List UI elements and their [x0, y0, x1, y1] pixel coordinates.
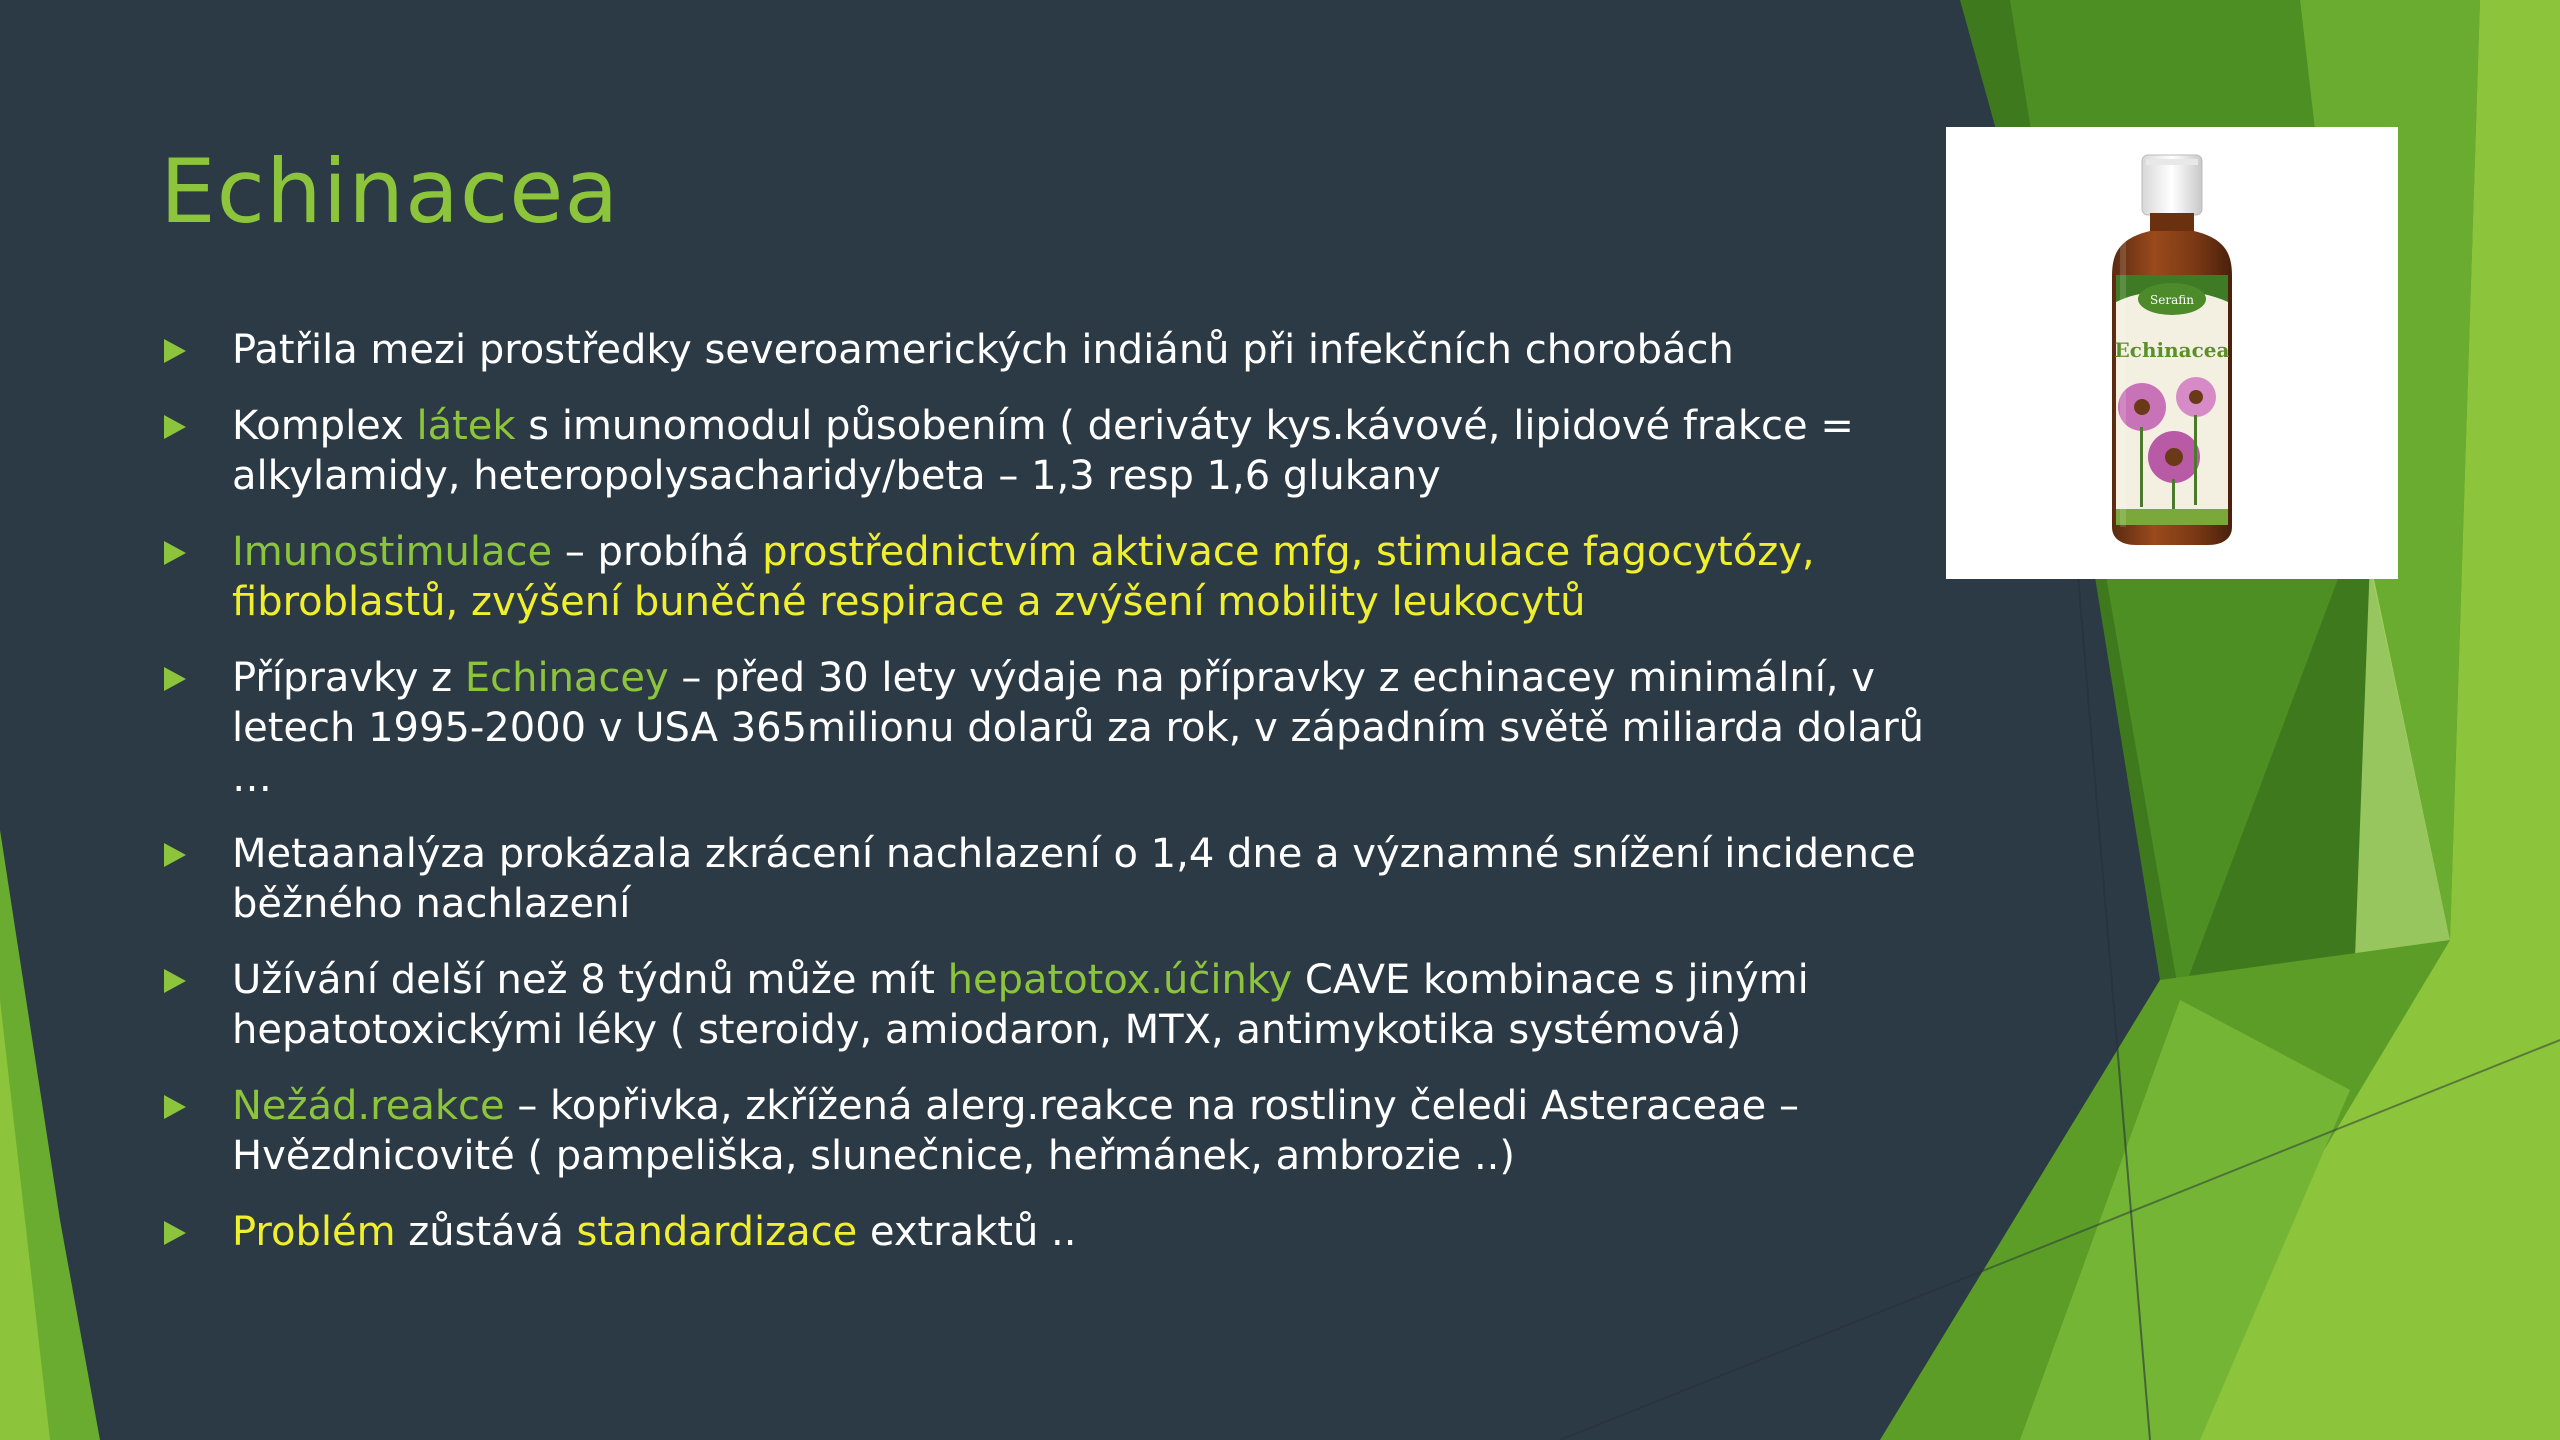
- bottle-brand-text: Serafin: [2150, 293, 2194, 307]
- bullet-item: [160, 401, 1940, 501]
- highlight-yellow: standardizace: [576, 1209, 858, 1255]
- bullet-text: Komplex látek s imunomodul působením ( deriváty kys.kávové, lipidové frakce = alkylamidy, heteropolysacharidy/beta – 1,3 resp 1,6 glukany: [232, 403, 1854, 499]
- highlight-yellow: prostřednictvím aktivace mfg, stimulace fagocytózy, fibroblastů, zvýšení buněčné respirace a zvýšení mobility leukocytů: [232, 529, 1815, 625]
- bullet-arrow-icon: [164, 339, 186, 363]
- bullet-item: [160, 653, 1940, 803]
- bullet-arrow-icon: [164, 667, 186, 691]
- echinacea-bottle-icon: [1946, 127, 2398, 579]
- bullet-text: Metaanalýza prokázala zkrácení nachlazení o 1,4 dne a významné snížení incidence běžného nachlazení: [232, 831, 1916, 927]
- bullet-arrow-icon: [164, 1221, 186, 1245]
- bullet-text: Imunostimulace – probíhá prostřednictvím aktivace mfg, stimulace fagocytózy, fibroblastů, zvýšení buněčné respirace a zvýšení mobility leukocytů: [232, 529, 1815, 625]
- highlight-green: Nežád.reakce: [232, 1083, 505, 1129]
- bullet-text: Nežád.reakce – kopřivka, zkřížená alerg.reakce na rostliny čeledi Asteraceae – Hvězdnicovité ( pampeliška, slunečnice, heřmánek, ambrozie ..): [232, 1083, 1799, 1179]
- highlight-green: Echinacey: [464, 655, 669, 701]
- highlight-yellow: Problém: [232, 1209, 396, 1255]
- product-photo: [1946, 127, 2398, 579]
- bullet-text: Problém zůstává standardizace extraktů ..: [232, 1209, 1077, 1255]
- bullet-arrow-icon: [164, 541, 186, 565]
- bullet-item: [160, 527, 1940, 627]
- bullet-item: [160, 955, 1940, 1055]
- bottle-label-text: Echinacea: [2114, 338, 2230, 362]
- highlight-green: látek: [416, 403, 516, 449]
- bullet-list: [160, 325, 1940, 1283]
- bullet-arrow-icon: [164, 415, 186, 439]
- bullet-text: Patřila mezi prostředky severoamerických indiánů při infekčních chorobách: [232, 327, 1734, 373]
- highlight-green: Imunostimulace: [232, 529, 553, 575]
- slide-title: Echinacea: [160, 140, 620, 243]
- bullet-arrow-icon: [164, 1095, 186, 1119]
- bullet-item: [160, 1207, 1940, 1257]
- highlight-green: hepatotox.účinky: [947, 957, 1293, 1003]
- bullet-item: [160, 829, 1940, 929]
- bullet-text: Užívání delší než 8 týdnů může mít hepatotox.účinky CAVE kombinace s jinými hepatotoxickými léky ( steroidy, amiodaron, MTX, antimykotika systémová): [232, 957, 1809, 1053]
- bullet-text: Přípravky z Echinacey – před 30 lety výdaje na přípravky z echinacey minimální, v letech 1995-2000 v USA 365milionu dolarů za rok, v západním světě miliarda dolarů …: [232, 655, 1925, 801]
- bullet-item: [160, 325, 1940, 375]
- bullet-item: [160, 1081, 1940, 1181]
- bullet-arrow-icon: [164, 969, 186, 993]
- bullet-arrow-icon: [164, 843, 186, 867]
